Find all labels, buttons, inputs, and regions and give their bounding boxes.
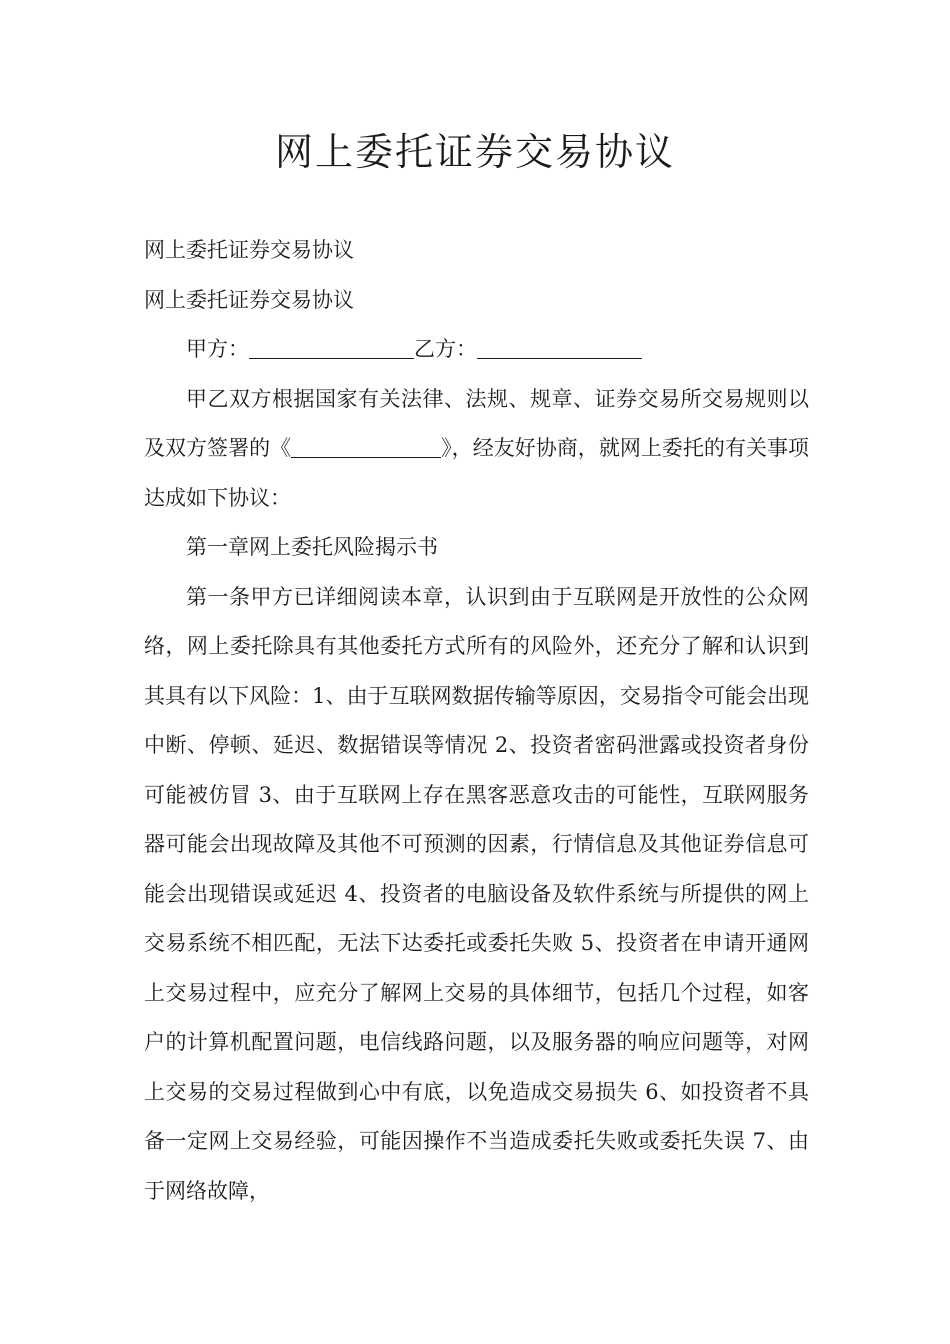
intro-text-part1: 甲乙双方根据国家有关法律、法规、规章、证券交易所交易规则以及双方签署的《	[144, 386, 809, 460]
party-a-label: 甲方：	[186, 337, 249, 361]
agreement-name-blank	[291, 435, 441, 458]
intro-text-part2: 》，经友好协商，就网上委托的有关事项达成如下协议：	[144, 436, 809, 510]
subtitle-line-2: 网上委托证券交易协议	[144, 287, 354, 312]
chapter-heading: 第一章网上委托风险揭示书	[186, 535, 438, 559]
subtitle-line-1: 网上委托证券交易协议	[144, 238, 354, 262]
document-title: 网上委托证券交易协议	[274, 130, 675, 174]
party-b-blank	[477, 336, 642, 359]
party-a-blank	[249, 336, 414, 359]
parties-line	[144, 325, 809, 375]
party-b-label: 乙方：	[414, 337, 477, 361]
intro-paragraph	[144, 375, 809, 524]
article-1-paragraph: 第一条甲方已详细阅读本章，认识到由于互联网是开放性的公众网络，网上委托除具有其他委托方式所有的风险外，还充分了解和认识到其具有以下风险：1、由于互联网数据传输等原因，交易指令可能会出现中断、停顿、延迟、数据错误等情况 2、投资者密码泄露或投资者身份可能被仿冒 3、由于互联网上存在黑客恶意攻击的可能性，互联网服务器可能会出现故障及其他不可预测的因素，行情信息及其他证券信息可能会出现错误或延迟 4、投资者的电脑设备及软件系统与所提供的网上交易系统不相匹配，无法下达委托或委托失败 5、投资者在申请开通网上交易过程中，应充分了解网上交易的具体细节，包括几个过程，如客户的计算机配置问题，电信线路问题，以及服务器的响应问题等，对网上交易的交易过程做到心中有底，以免造成交易损失 6、如投资者不具备一定网上交易经验，可能因操作不当造成委托失败或委托失误 7、由于网络故障，	[144, 584, 809, 1203]
document-body	[144, 226, 809, 1216]
